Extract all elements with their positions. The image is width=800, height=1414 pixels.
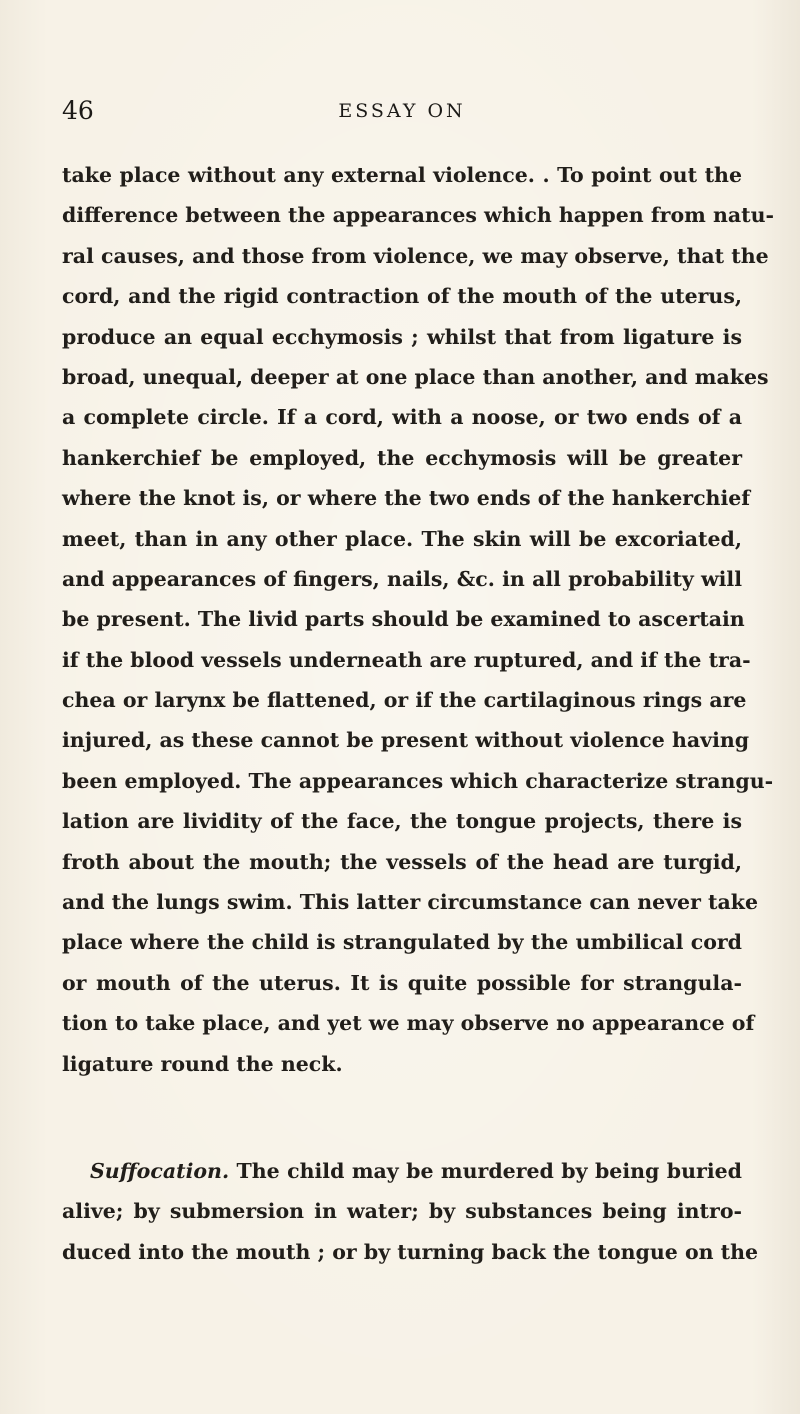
text-line: cord, and the rigid contraction of the mouth of the uterus,	[62, 284, 742, 309]
text-line: froth about the mouth; the vessels of the head are turgid,	[62, 849, 742, 874]
text-line: duced into the mouth ; or by turning back the tongue on the	[62, 1239, 759, 1264]
text-line: take place without any external violence. . To point out the	[62, 163, 742, 187]
text-line: ligature round the neck.	[62, 1051, 343, 1076]
text-line: meet, than in any other place. The skin will be excoriated,	[62, 526, 742, 551]
text-line: or mouth of the uterus. It is quite possible for strangula-	[62, 970, 742, 995]
paragraph-strangulation	[62, 155, 775, 1084]
text-line: injured, as these cannot be present without violence having	[62, 728, 750, 753]
text-line: where the knot is, or where the two ends of the hankerchief	[62, 486, 751, 511]
text-line: produce an equal ecchymosis ; whilst that from ligature is	[62, 324, 742, 349]
text-line: been employed. The appearances which characterize strangu-	[62, 768, 774, 793]
text-fragment: The child may be murdered by being buried	[229, 1158, 742, 1183]
text-line: tion to take place, and yet we may observe no appearance of	[62, 1011, 755, 1036]
text-line: hankerchief be employed, the ecchymosis will be greater	[62, 445, 742, 470]
section-heading-suffocation: Suffocation.	[90, 1158, 230, 1183]
text-line: difference between the appearances which happen from natu-	[62, 203, 775, 228]
text-line: chea or larynx be flattened, or if the cartilaginous rings are	[62, 688, 747, 713]
paragraph-suffocation	[62, 1151, 759, 1272]
paragraph-gap	[62, 1084, 742, 1151]
text-line: broad, unequal, deeper at one place than another, and makes	[62, 364, 769, 389]
text-line: and appearances of fingers, nails, &c. in all probability will	[62, 566, 742, 591]
text-line: place where the child is strangulated by the umbilical cord	[62, 930, 742, 955]
text-line: lation are lividity of the face, the tongue projects, there is	[62, 809, 742, 834]
text-line: a complete circle. If a cord, with a noose, or two ends of a	[62, 405, 742, 430]
text-line: be present. The livid parts should be examined to ascertain	[62, 607, 745, 632]
text-line: if the blood vessels underneath are ruptured, and if the tra-	[62, 647, 751, 672]
page-number: 46	[62, 96, 94, 125]
text-line	[62, 1151, 742, 1191]
body-text	[62, 155, 775, 1272]
text-line: alive; by submersion in water; by substances being intro-	[62, 1199, 742, 1224]
text-line: ral causes, and those from violence, we may observe, that the	[62, 243, 769, 268]
running-head	[62, 94, 742, 128]
text-line: and the lungs swim. This latter circumstance can never take	[62, 890, 759, 915]
running-title: ESSAY ON	[338, 100, 466, 122]
